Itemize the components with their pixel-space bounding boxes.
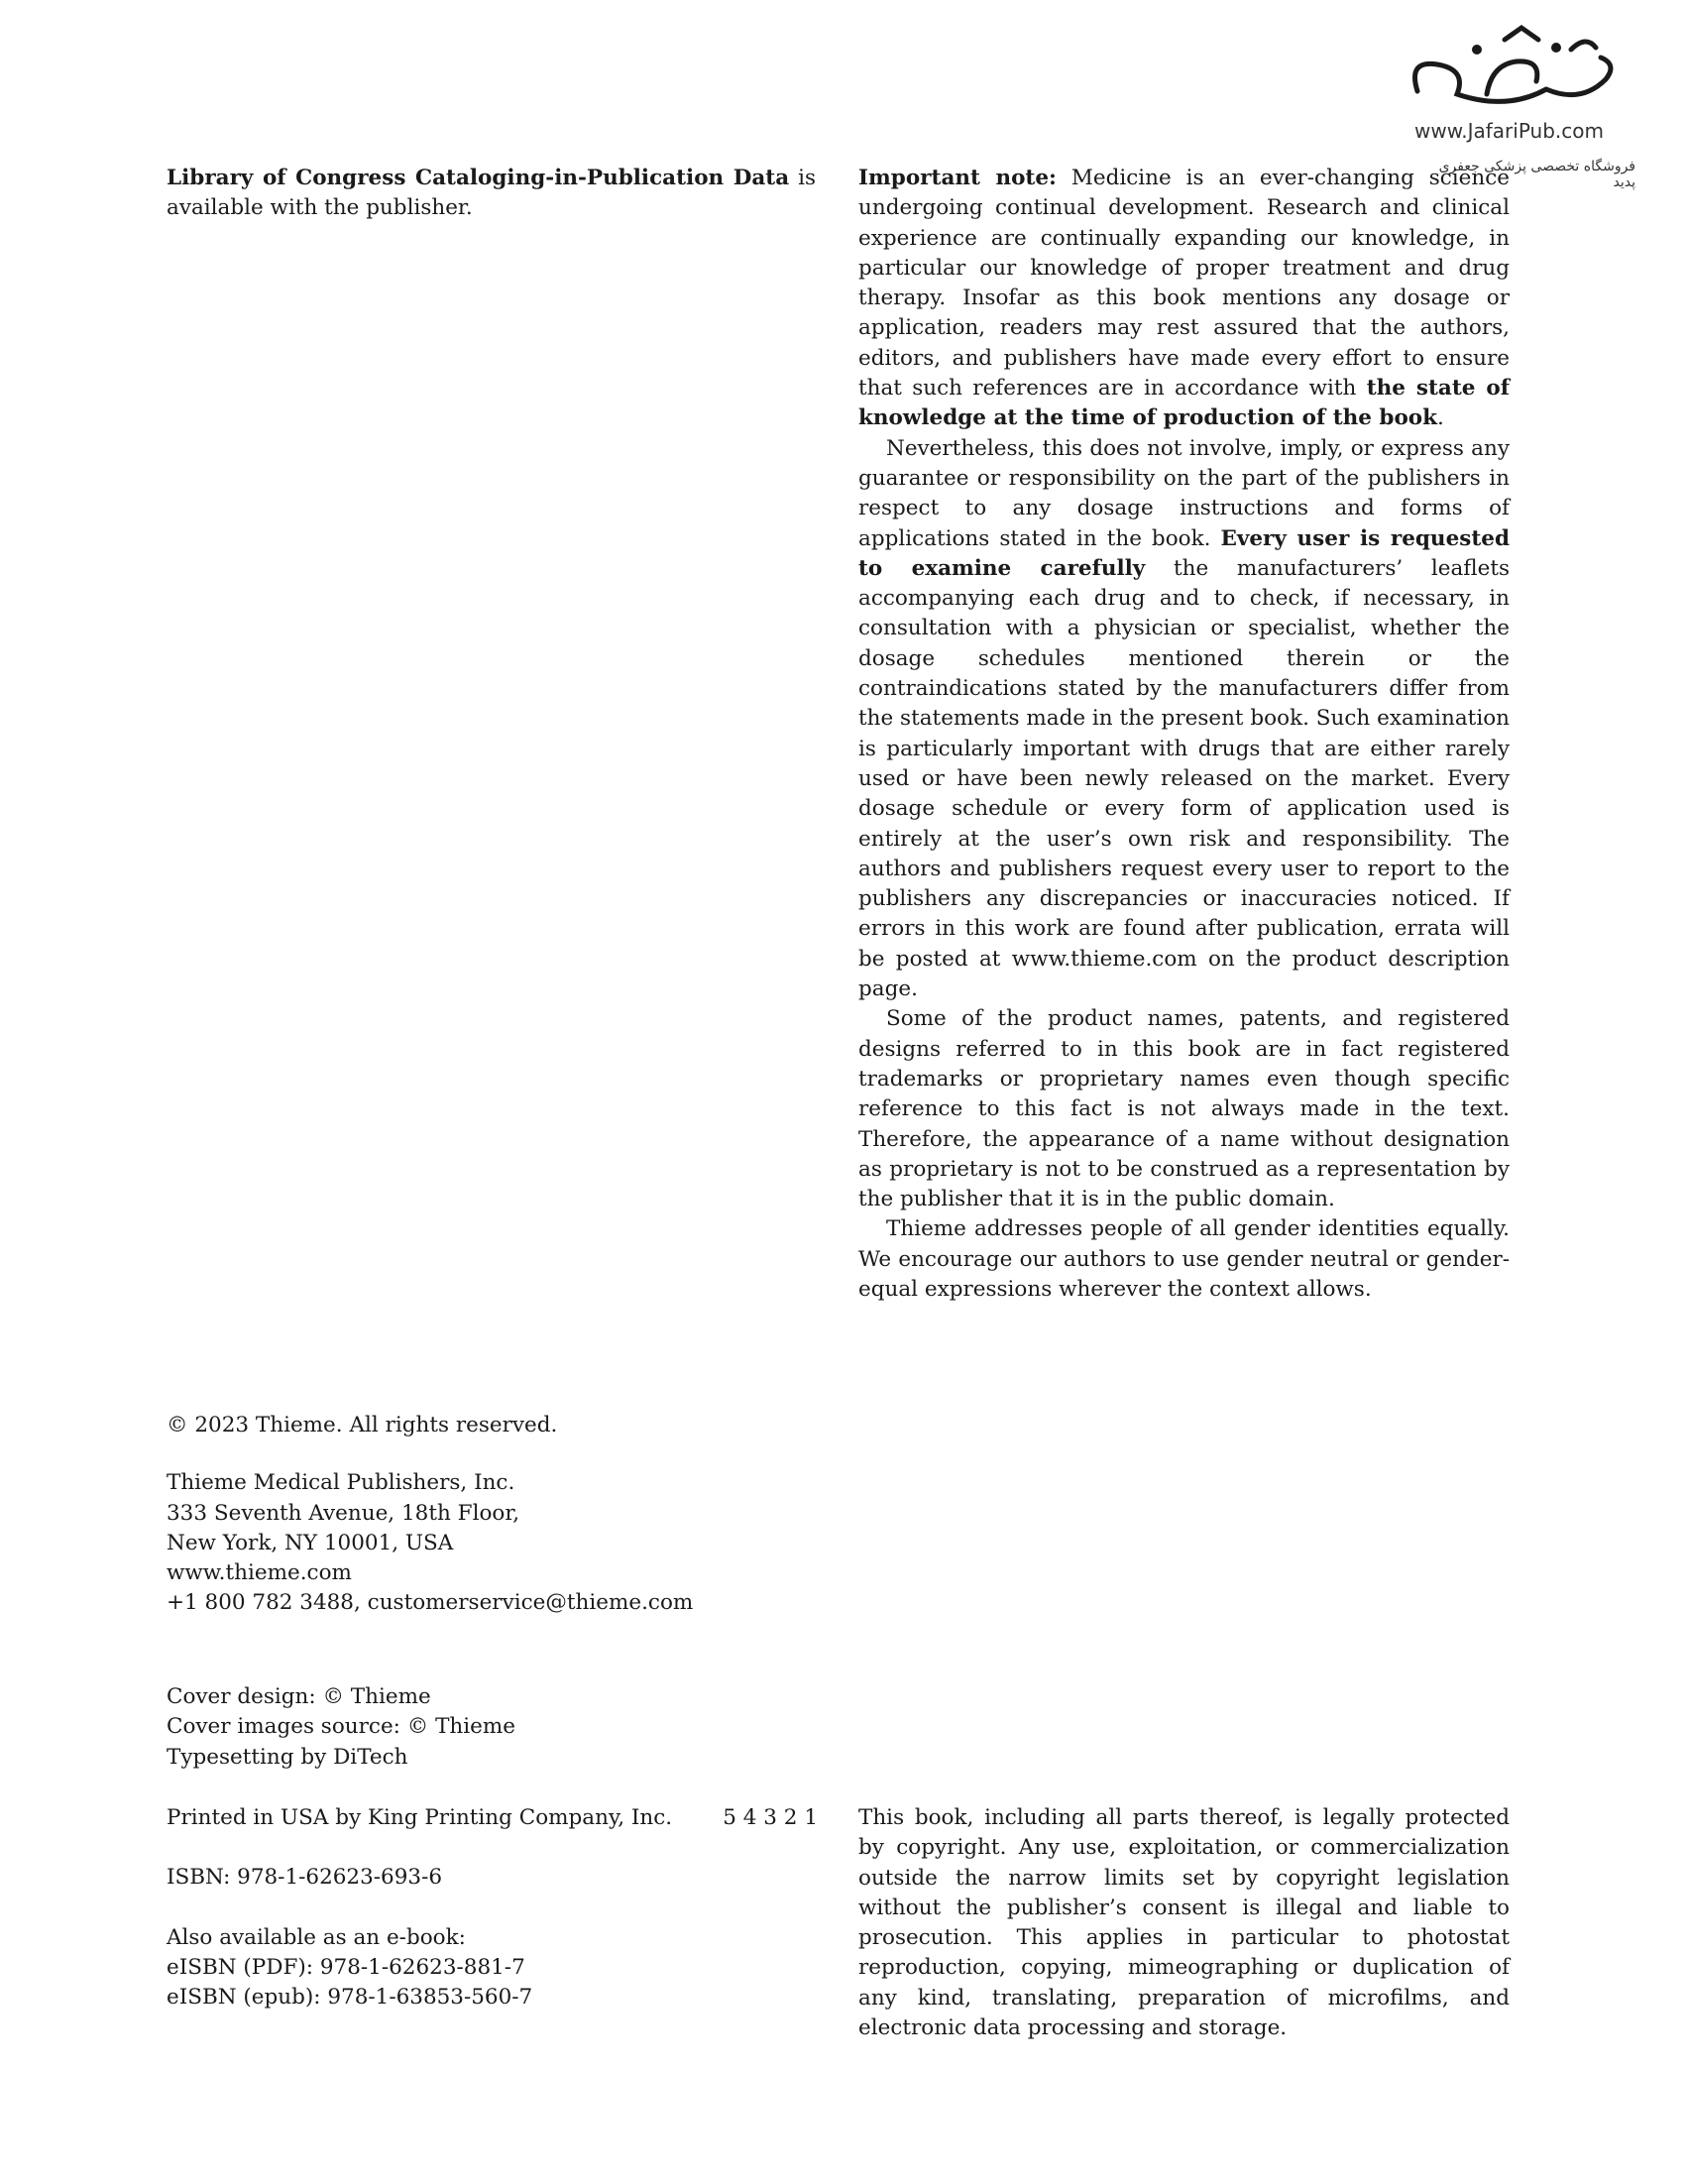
note-paragraph-4: Thieme addresses people of all gender identities equally. We encourage our authors to use gender neutral or gender- equal expressions wherever the context allows. — [858, 1216, 1510, 1302]
copyright-block — [167, 1411, 816, 1619]
legal-text: This book, including all parts thereof, is legally protected by copyright. Any use, exploitation, or commercialization outside the narrow limits set by copyright legislation without the publisher’s consent is illegal and liable to prosecution. This applies in particular to photostat reproduction, copying, mimeographing or duplication of any kind, translating, preparation of microfilms, and electronic data processing and storage. — [858, 1805, 1510, 2041]
cover-design: Cover design: © Thieme — [167, 1684, 431, 1709]
logo-subtitle: فروشگاه تخصصی پزشکی جعفری پدید — [1438, 159, 1635, 190]
eisbn-epub: eISBN (epub): 978-1-63853-560-7 — [167, 1985, 533, 2011]
cover-images: Cover images source: © Thieme — [167, 1714, 515, 1740]
note-paragraph-3: Some of the product names, patents, and registered designs referred to in this book are in fact registered trademarks or proprietary names even though specific reference to this fact is not always made in the text. Therefore, the appearance of a name without designation as proprietary is not to be construed as a representation by the publisher that it is in the public domain. — [858, 1006, 1510, 1212]
publisher-contact: +1 800 782 3488, customerservice@thieme.com — [167, 1590, 694, 1616]
eisbn-pdf: eISBN (PDF): 978-1-62623-881-7 — [167, 1954, 525, 1980]
cip-block — [167, 164, 816, 224]
important-note — [858, 164, 1510, 1305]
credits-block — [167, 1682, 816, 1773]
impression-line: 5 4 3 2 1 — [723, 1805, 818, 1830]
ebook-heading: Also available as an e-book: — [167, 1924, 466, 1950]
copyright-line: © 2023 Thieme. All rights reserved. — [167, 1413, 558, 1437]
note-paragraph-2: Nevertheless, this does not involve, imply, or express any guarantee or responsibility on the part of the publishers in respect to any dosage instructions and forms of applications stated in the book. Every user is requested to examine carefully the manufacturers’ leaflets accompanying each drug and to check, if necessary, in consultation with a physician or specialist, whether the dosage schedules mentioned therein or the contraindications stated by the manufacturers differ from the statements made in the present book. Such examination is particularly important with drugs that are either rarely used or have been newly released on the market. Every dosage schedule or every form of application used is entirely at the user’s own risk and responsibility. The authors and publishers request every user to report to the publishers any discrepancies or inaccuracies noticed. If errors in this work are found after publication, errata will be posted at www.thieme.com on the product description page. — [858, 435, 1510, 1002]
note-paragraph-1: Important note: Medicine is an ever-changing science undergoing continual development. Research and clinical experience are continually expanding our knowledge, in particular our knowledge of proper treatment and drug therapy. Insofar as this book mentions any dosage or application, readers may rest assured that the authors, editors, and publishers have made every effort to ensure that such references are in accordance with the state of knowledge at the time of production of the book. — [858, 166, 1511, 431]
jafaripub-logo — [1398, 20, 1635, 149]
publisher-web: www.thieme.com — [167, 1560, 352, 1586]
typesetting: Typesetting by DiTech — [167, 1744, 408, 1770]
logo-url: www.JafariPub.com — [1414, 119, 1604, 143]
cip-text: is available with the publisher. — [167, 166, 816, 221]
publisher-street: 333 Seventh Avenue, 18th Floor, — [167, 1500, 520, 1526]
publisher-name: Thieme Medical Publishers, Inc. — [167, 1470, 515, 1496]
cip-label: Library of Congress Cataloging-in-Publication Data — [167, 166, 790, 190]
printing-block — [167, 1803, 818, 2012]
publisher-city: New York, NY 10001, USA — [167, 1530, 454, 1555]
note-label: Important note: — [858, 166, 1057, 190]
jafaripub-calligraphy-icon — [1398, 20, 1626, 119]
legal-notice — [858, 1803, 1510, 2043]
printed-line: Printed in USA by King Printing Company, Inc. — [167, 1805, 673, 1830]
isbn: ISBN: 978-1-62623-693-6 — [167, 1865, 443, 1891]
